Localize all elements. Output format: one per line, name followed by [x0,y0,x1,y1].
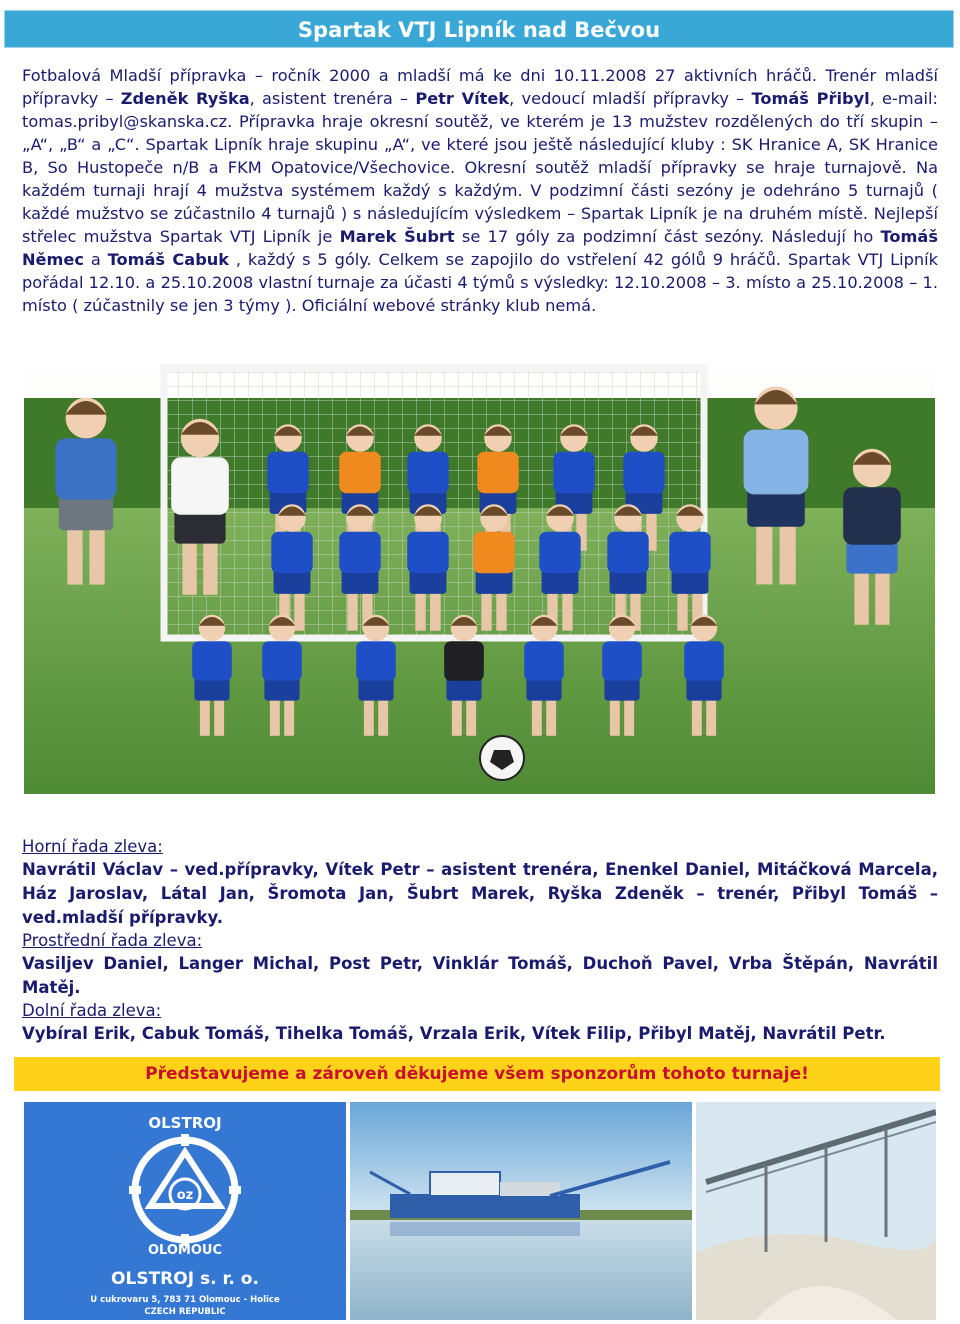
olstroj-address: U cukrovaru 5, 783 71 Olomouc - Holice [90,1295,280,1305]
top-row-label: Horní řada zleva: [22,837,163,856]
top-row-names: Navrátil Václav – ved.přípravky, Vítek Petr – asistent trenéra, Enenkel Daniel, Mitáčková Marcela, Ház Jaroslav, Látal Jan, Šromota Jan, Šubrt Marek, Ryška Zdeněk – trenér, Přibyl Tomáš – ved.mladší přípravky. [22,860,938,927]
middle-row-label: Prostřední řada zleva: [22,931,203,950]
intro-text: se 17 góly za podzimní část sezóny. Následují ho [454,227,881,246]
intro-text: Fotbalová Mladší přípravka – ročník 2000 a mladší má ke dni 10.11.2008 27 aktivních hráčů. Trenér mladší přípravky – [22,66,938,108]
intro-text: , asistent trenéra – [249,89,416,108]
intro-paragraph [22,64,938,317]
bottom-row-label: Dolní řada zleva: [22,1001,162,1020]
intro-bold-name: Tomáš Cabuk [107,250,230,269]
bottom-row-names: Vybíral Erik, Cabuk Tomáš, Tihelka Tomáš, Vrzala Erik, Vítek Filip, Přibyl Matěj, Navrátil Petr. [22,1024,886,1043]
sponsor-dredger-photo [350,1102,692,1320]
intro-bold-name: Petr Vítek [415,89,510,108]
sponsor-banner: Představujeme a zároveň děkujeme všem sponzorům tohoto turnaje! [14,1057,940,1091]
intro-bold-name: Tomáš Přibyl [751,89,870,108]
intro-bold-name: Marek Šubrt [339,227,455,246]
olstroj-brand-top: OLSTROJ [148,1114,222,1132]
photo-captions [22,836,938,1046]
intro-text: , e-mail: tomas.pribyl@skanska.cz. Přípravka hraje okresní soutěž, ve kterém je 13 mužstev rozdělených do tří skupin – „A“, „B“ a „C“. Spartak Lipník hraje skupinu „A“, ve které jsou ještě následující kluby : SK Hranice A, SK Hranice B, So Hustopeče n/B a FKM Opatovice/Všechovice. Okresní soutěž mladší přípravky se hraje turnajově. Na každém turnaji hrají 4 mužstva systémem každý s každým. V podzimní části sezóny je odehráno 5 turnajů ( každé mužstvo se zúčastnilo 4 turnajů ) s následujícím výsledkem – Spartak Lipník je na druhém místě. Nejlepší střelec mužstva Spartak VTJ Lipník je [22,89,938,246]
olstroj-brand-city: OLOMOUC [147,1243,223,1258]
intro-text: , každý s 5 góly. Celkem se zapojilo do vstřelení 42 gólů 9 hráčů. Spartak VTJ Lipník pořádal 12.10. a 25.10.2008 vlastní turnaje za účasti 4 týmů s výsledky: 12.10.2008 – 3. místo a 25.10.2008 – 1. místo ( zúčastnily se jen 3 týmy ). Oficiální webové stránky klub nemá. [22,250,938,315]
intro-bold-name: Zdeněk Ryška [120,89,250,108]
team-photo [24,358,935,794]
sponsor-conveyor-photo [696,1102,936,1320]
team-photo-illustration [24,358,935,794]
sponsor-olstroj-logo [24,1102,346,1320]
intro-text: , vedoucí mladší přípravky – [509,89,752,108]
intro-text: a [83,250,108,269]
page-title: Spartak VTJ Lipník nad Bečvou [4,10,954,48]
intro-bold-name: Tomáš Němec [22,227,938,269]
olstroj-country: CZECH REPUBLIC [144,1307,226,1317]
middle-row-names: Vasiljev Daniel, Langer Michal, Post Petr, Vinklár Tomáš, Duchoň Pavel, Vrba Štěpán, Navrátil Matěj. [22,954,938,997]
emblem-letters: oz [176,1188,194,1203]
olstroj-company: OLSTROJ s. r. o. [111,1269,259,1289]
